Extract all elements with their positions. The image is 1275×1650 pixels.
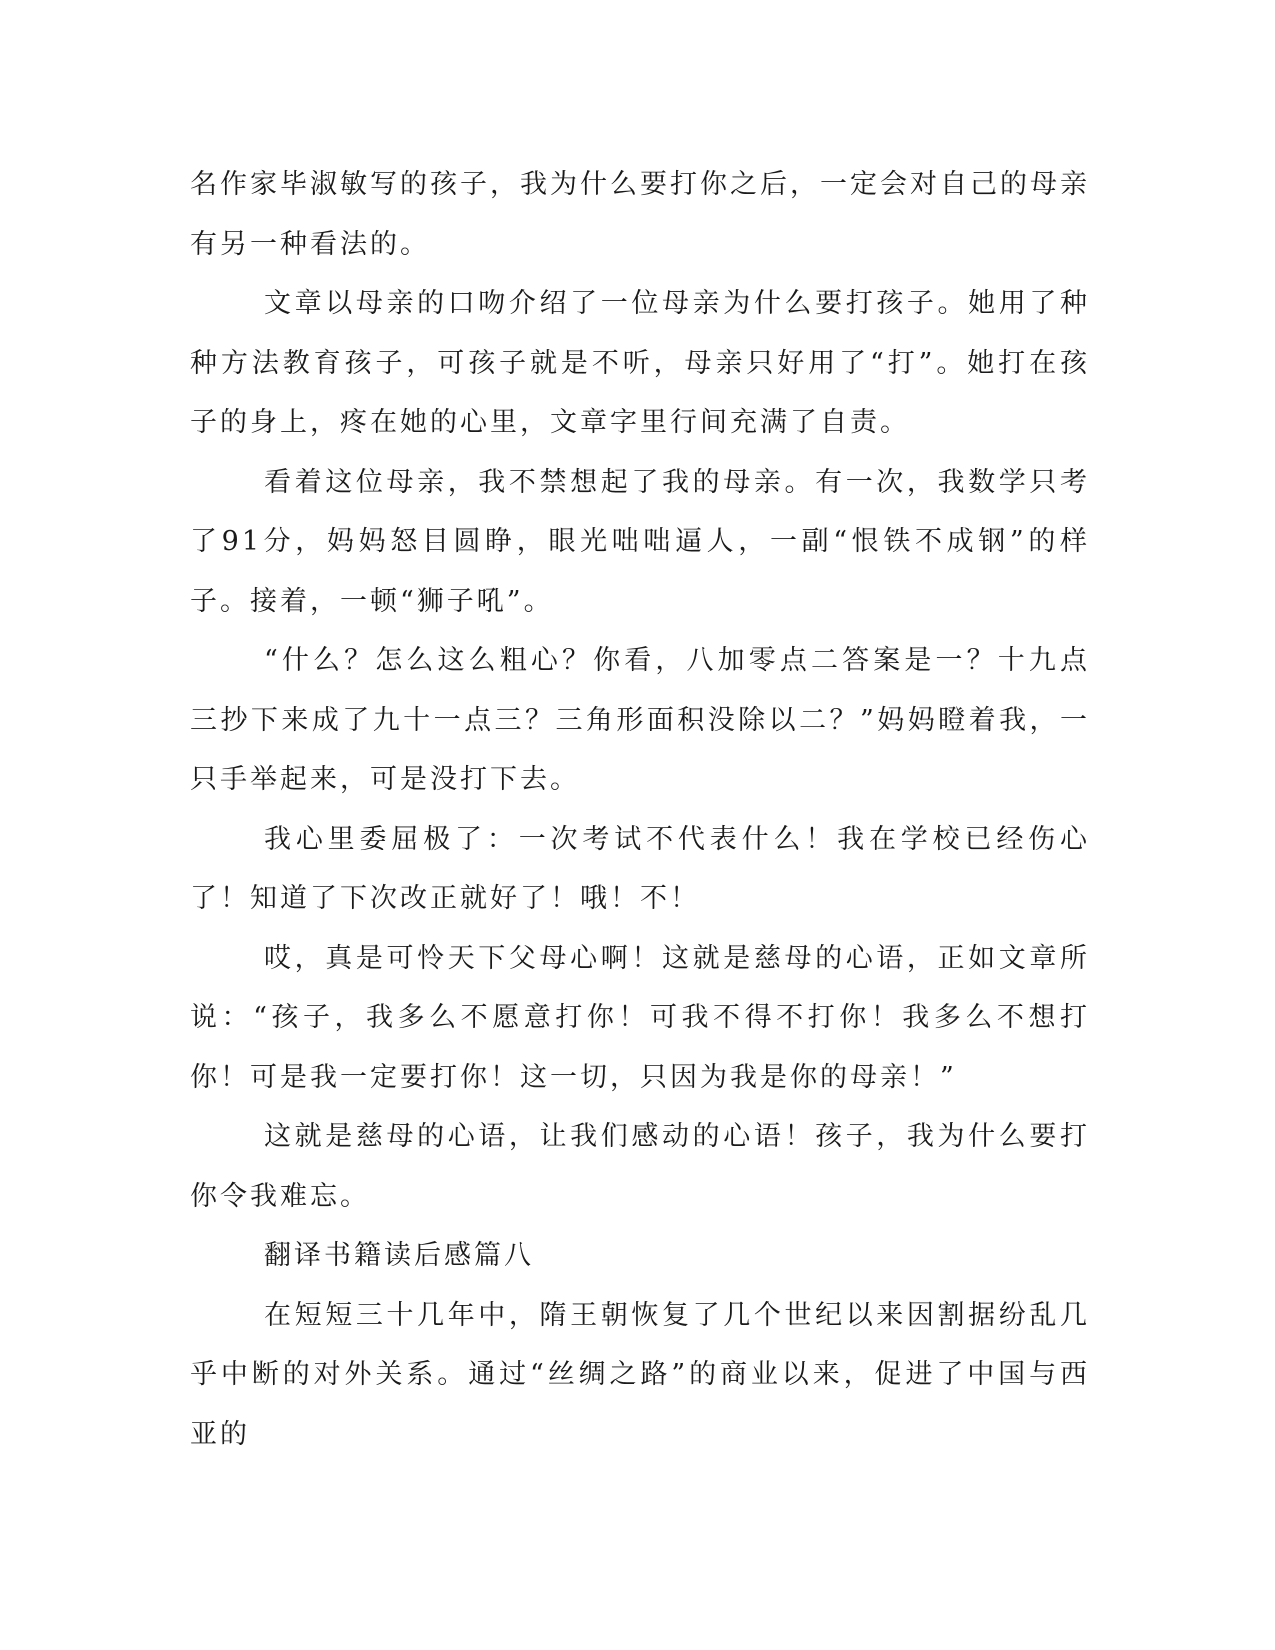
paragraph: 我心里委屈极了：一次考试不代表什么！我在学校已经伤心了！知道了下次改正就好了！哦！不！	[190, 823, 1090, 914]
paragraph: 哎，真是可怜天下父母心啊！这就是慈母的心语，正如文章所说：“孩子，我多么不愿意打你！可我不得不打你！我多么不想打你！可是我一定要打你！这一切，只因为我是你的母亲！”	[190, 942, 1090, 1093]
paragraph: 这就是慈母的心语，让我们感动的心语！孩子，我为什么要打你令我难忘。	[190, 1121, 1090, 1212]
body-text	[190, 155, 1090, 1464]
section-heading: 翻译书籍读后感篇八	[264, 1240, 534, 1271]
paragraph: 名作家毕淑敏写的孩子，我为什么要打你之后，一定会对自己的母亲有另一种看法的。	[190, 169, 1090, 260]
paragraph: 看着这位母亲，我不禁想起了我的母亲。有一次，我数学只考了91分，妈妈怒目圆睁，眼光咄咄逼人，一副“恨铁不成钢”的样子。接着，一顿“狮子吼”。	[190, 466, 1090, 617]
paragraph: “什么？怎么这么粗心？你看，八加零点二答案是一？十九点三抄下来成了九十一点三？三角形面积没除以二？”妈妈瞪着我，一只手举起来，可是没打下去。	[190, 645, 1090, 795]
paragraph: 在短短三十几年中，隋王朝恢复了几个世纪以来因割据纷乱几乎中断的对外关系。通过“丝绸之路”的商业以来，促进了中国与西亚的	[190, 1299, 1090, 1450]
paragraph: 文章以母亲的口吻介绍了一位母亲为什么要打孩子。她用了种种方法教育孩子，可孩子就是不听，母亲只好用了“打”。她打在孩子的身上，疼在她的心里，文章字里行间充满了自责。	[190, 288, 1090, 438]
